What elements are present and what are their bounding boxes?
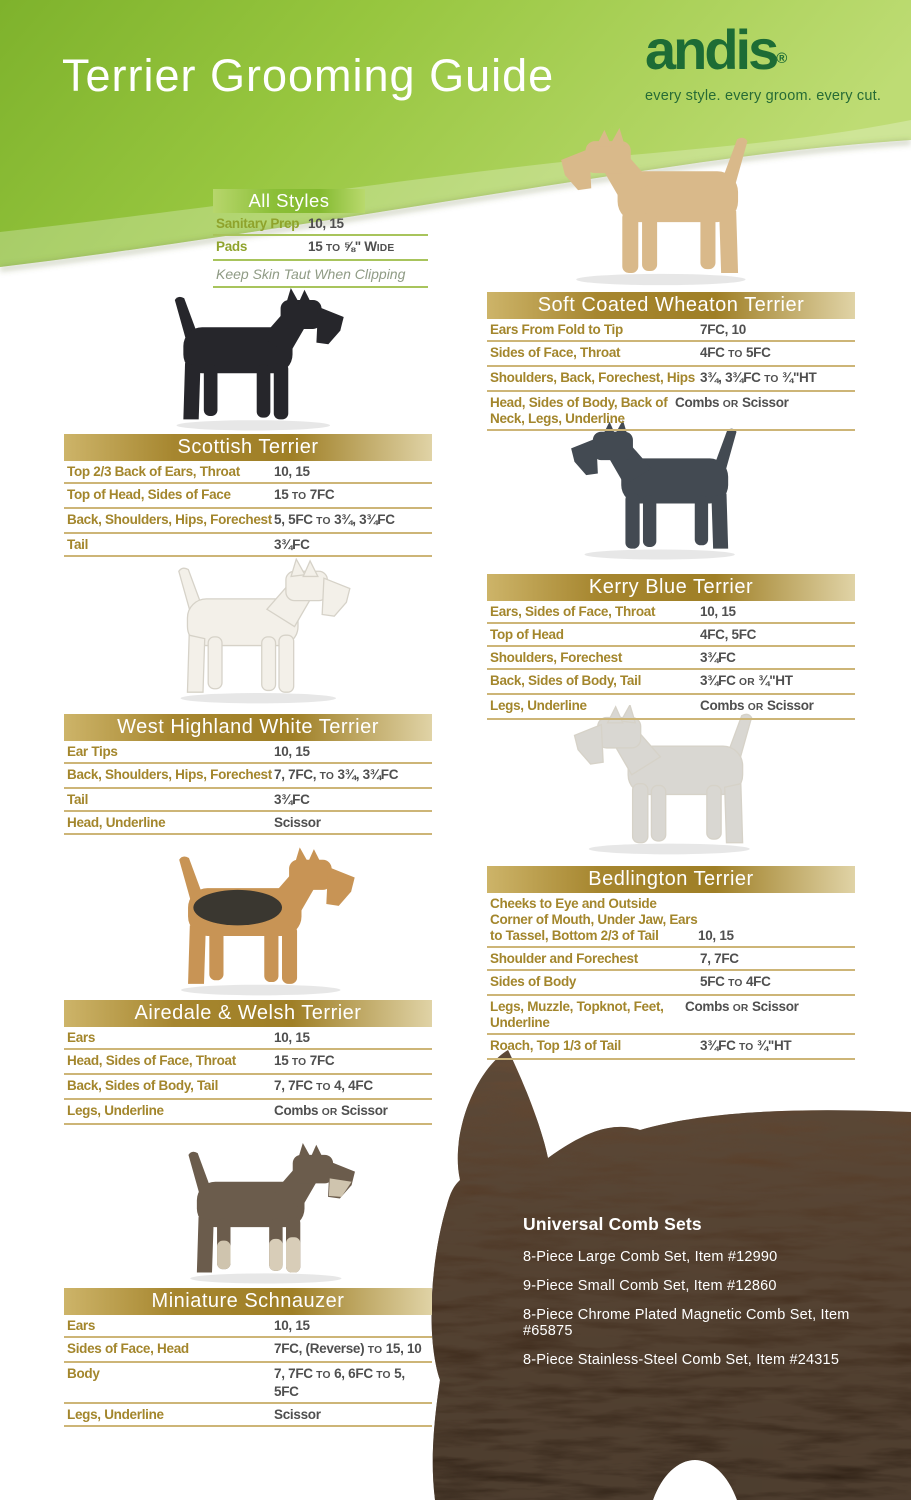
west-highland-white-terrier-image [165,558,355,706]
row-value: Combs OR Scissor [274,1103,388,1118]
row-label: Ears From Fold to Tip [490,322,623,337]
schnauzer-header: Miniature Schnauzer [64,1288,432,1315]
west-highland-white-terrier-table [64,714,432,835]
miniature-schnauzer-table [64,1288,432,1427]
table-row [64,741,432,764]
row-value: 3¾, 3¾FC TO ¾"HT [700,370,817,385]
bedlington-header: Bedlington Terrier [487,866,855,893]
comb-sets-section [523,1214,895,1381]
table-row [64,1027,432,1050]
row-value: Combs OR Scissor [675,395,789,410]
table-row [64,764,432,789]
row-label: Tail [67,537,89,552]
row-value: 5, 5FC TO 3¾, 3¾FC [274,512,395,527]
row-value: 3¾FC [274,537,310,552]
row-label: Legs, Underline [490,698,587,713]
westie-header: West Highland White Terrier [64,714,432,741]
row-label: Head, Sides of Body, Back of Neck, Legs, Underline [490,395,668,426]
bedlington-terrier-image [565,705,770,857]
table-row [64,1050,432,1075]
wheaton-terrier-table [487,292,855,431]
comb-set-item: 9-Piece Small Comb Set, Item #12860 [523,1278,777,1294]
table-row [64,1315,432,1338]
row-label: Legs, Underline [67,1103,164,1118]
row-label: Shoulder and Forechest [490,951,638,966]
row-label: Sides of Face, Throat [490,345,621,360]
comb-set-item: 8-Piece Large Comb Set, Item #12990 [523,1249,778,1265]
table-row [64,812,432,835]
row-value: 4FC, 5FC [700,627,757,642]
table-row [64,509,432,534]
airedale-header: Airedale & Welsh Terrier [64,1000,432,1027]
row-label: Roach, Top 1/3 of Tail [490,1038,621,1053]
table-row [64,1404,432,1427]
table-row [64,461,432,484]
table-row [487,670,855,695]
row-value: 7FC, (Reverse) TO 15, 10 [274,1341,422,1356]
row-label: Shoulders, Back, Forechest, Hips [490,370,695,385]
table-row [487,695,855,720]
table-row [487,319,855,342]
table-row [487,367,855,392]
row-label: Body [67,1366,100,1381]
row-label: Ears, Sides of Face, Throat [490,604,656,619]
row-value: Scissor [274,1407,321,1422]
airedale-welsh-terrier-table [64,1000,432,1125]
table-row [487,624,855,647]
row-label: Shoulders, Forechest [490,650,623,665]
airedale-welsh-terrier-image [165,843,360,998]
row-label: Ears [67,1318,96,1333]
row-label: Tail [67,792,89,807]
bedlington-terrier-table [487,866,855,1060]
table-row [487,948,855,971]
table-row [487,893,855,948]
row-label: Sanitary Prep [216,216,300,231]
row-label: Top of Head [490,627,564,642]
andis-logo: andis® [645,18,788,81]
comb-set-item: 8-Piece Stainless-Steel Comb Set, Item #24315 [523,1352,840,1368]
kerry-blue-terrier-image [548,420,768,562]
all-styles-table [213,189,428,288]
row-value: 10, 15 [274,744,310,759]
row-value: 15 TO 7FC [274,1053,335,1068]
row-value: 7, 7FC [700,951,739,966]
all-styles-header: All Styles [213,189,365,213]
page-title: Terrier Grooming Guide [62,50,555,101]
row-value: 10, 15 [308,216,344,231]
row-value: 10, 15 [274,464,310,479]
table-row [487,971,855,996]
row-value: 15 TO ⅝" WIDE [308,239,395,254]
miniature-schnauzer-image [175,1128,360,1286]
table-row [213,213,428,236]
table-row [487,601,855,624]
row-label: Head, Underline [67,815,166,830]
row-value: 3¾FC OR ¾"HT [700,673,793,688]
table-row [213,236,428,261]
table-row [64,789,432,812]
row-label: Ear Tips [67,744,118,759]
table-row [487,392,855,431]
scottish-terrier-table [64,434,432,557]
brand-tagline: every style. every groom. every cut. [645,88,882,104]
row-value: 3¾FC [274,792,310,807]
clipping-note: Keep Skin Taut When Clipping [213,261,428,288]
scottish-terrier-image [160,288,350,433]
row-label: Back, Shoulders, Hips, Forechest [67,767,272,782]
row-label: Sides of Face, Head [67,1341,189,1356]
row-label: Top of Head, Sides of Face [67,487,231,502]
row-value: 3¾FC TO ¾"HT [700,1038,792,1053]
table-row [64,1338,432,1363]
kerry-blue-terrier-table [487,574,855,720]
row-label: Head, Sides of Face, Throat [67,1053,236,1068]
row-value: 7, 7FC TO 4, 4FC [274,1078,373,1093]
row-value: 10, 15 [274,1318,310,1333]
row-value: 15 TO 7FC [274,487,335,502]
row-label: Legs, Underline [67,1407,164,1422]
table-row [64,484,432,509]
comb-sets-title: Universal Comb Sets [523,1214,702,1234]
row-value: 4FC TO 5FC [700,345,771,360]
row-label: Back, Sides of Body, Tail [67,1078,219,1093]
row-label: Legs, Muzzle, Topknot, Feet, Underline [490,999,664,1030]
kerry-header: Kerry Blue Terrier [487,574,855,601]
row-label: Ears [67,1030,96,1045]
row-label: Cheeks to Eye and Outside Corner of Mouth, Under Jaw, Ears to Tassel, Bottom 2/3 of Tail [490,896,698,943]
table-row [64,534,432,557]
comb-set-item: 8-Piece Chrome Plated Magnetic Comb Set, Item #65875 [523,1307,850,1339]
table-row [487,342,855,367]
table-row [64,1100,432,1125]
row-value: Combs OR Scissor [700,698,814,713]
row-value: 7FC, 10 [700,322,746,337]
row-label: Sides of Body [490,974,577,989]
row-value: 3¾FC [700,650,736,665]
row-label: Back, Shoulders, Hips, Forechest [67,512,272,527]
row-value: Combs OR Scissor [685,999,799,1014]
row-label: Top 2/3 Back of Ears, Throat [67,464,240,479]
table-row [64,1075,432,1100]
row-value: 7, 7FC TO 6, 6FC TO 5, 5FC [274,1366,405,1399]
table-row [64,1363,432,1404]
row-value: 10, 15 [274,1030,310,1045]
scottish-terrier-header: Scottish Terrier [64,434,432,461]
row-label: Pads [216,239,248,254]
row-value: Scissor [274,815,321,830]
registered-mark: ® [776,50,788,67]
wheaton-header: Soft Coated Wheaton Terrier [487,292,855,319]
table-row [487,647,855,670]
row-value: 10, 15 [698,928,734,943]
wheaton-terrier-image [548,128,770,288]
row-value: 5FC TO 4FC [700,974,771,989]
row-value: 10, 15 [700,604,736,619]
row-label: Back, Sides of Body, Tail [490,673,642,688]
table-row [487,996,855,1035]
row-value: 7, 7FC, TO 3¾, 3¾FC [274,767,399,782]
brand-logo [645,18,885,104]
table-row [487,1035,855,1060]
